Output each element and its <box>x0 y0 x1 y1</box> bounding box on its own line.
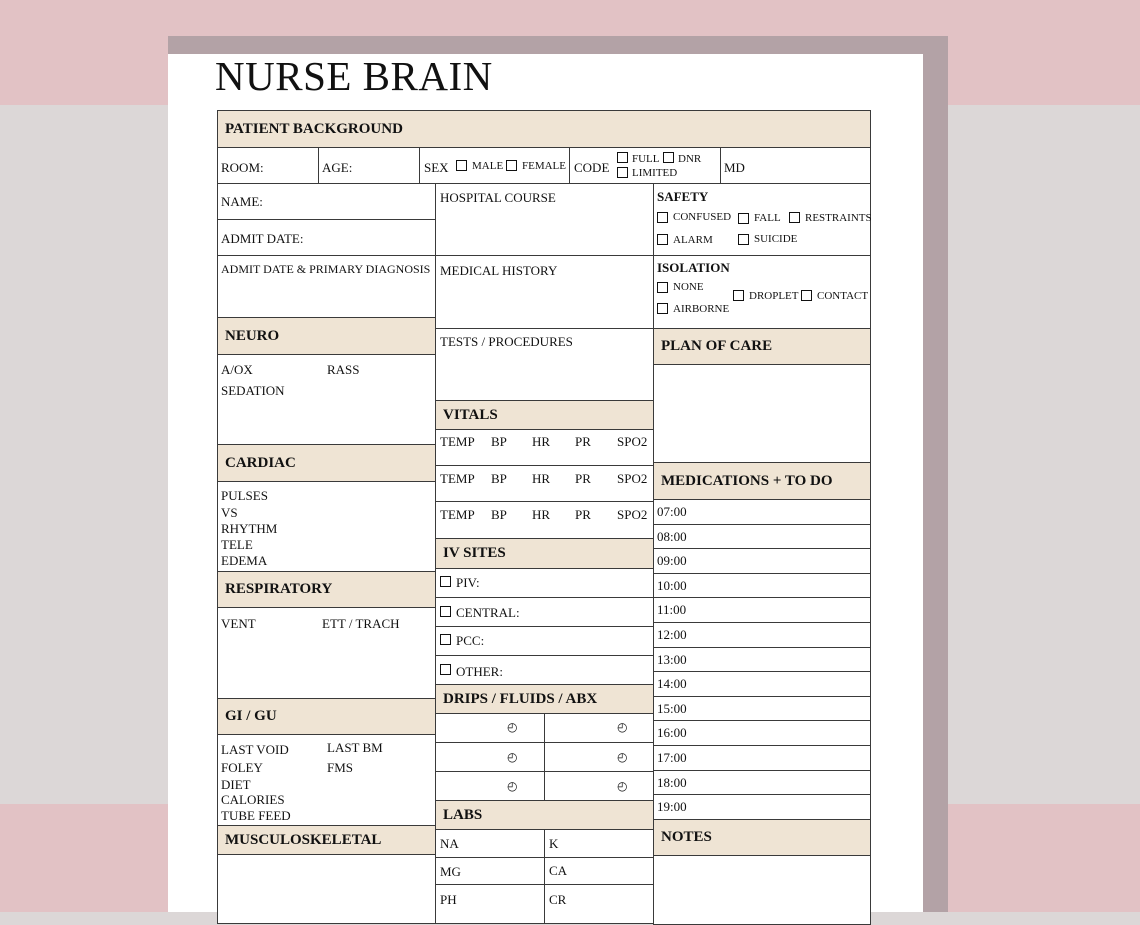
respiratory-header: RESPIRATORY <box>217 571 436 608</box>
medication-time-label: 08:00 <box>657 528 687 544</box>
vitals-spo2-label: SPO2 <box>617 507 648 522</box>
neuro-header: NEURO <box>217 317 436 355</box>
drip-cell[interactable] <box>544 742 654 772</box>
iv-sites-header: IV SITES <box>435 538 654 569</box>
drip-cell[interactable] <box>435 713 545 743</box>
male-label: MALE <box>472 160 504 172</box>
female-checkbox[interactable] <box>506 160 517 171</box>
vitals-hr-label: HR <box>532 434 551 449</box>
medication-time-label: 16:00 <box>657 725 687 741</box>
sedation-label: SEDATION <box>221 383 285 398</box>
drip-cell[interactable] <box>544 771 654 801</box>
other-checkbox[interactable] <box>440 664 451 675</box>
piv-label: PIV: <box>456 575 480 590</box>
musculoskeletal-section[interactable] <box>217 854 436 924</box>
full-code-label: FULL <box>632 153 660 165</box>
fall-label: FALL <box>754 212 781 224</box>
notes-field[interactable] <box>653 855 871 925</box>
md-label: MD <box>724 160 745 175</box>
vitals-temp-label: TEMP <box>440 434 475 449</box>
full-code-checkbox[interactable] <box>617 152 628 163</box>
limited-code-checkbox[interactable] <box>617 167 628 178</box>
gi-gu-header: GI / GU <box>217 698 436 735</box>
medication-time-label: 11:00 <box>657 602 687 618</box>
drip-cell[interactable] <box>544 713 654 743</box>
confused-checkbox[interactable] <box>657 212 668 223</box>
last-void-label: LAST VOID <box>221 742 289 757</box>
lab-ca-label: CA <box>549 863 568 878</box>
restraints-label: RESTRAINTS <box>805 212 872 224</box>
vitals-bp-label: BP <box>491 434 507 449</box>
other-label: OTHER: <box>456 664 503 679</box>
medication-time-label: 17:00 <box>657 750 687 765</box>
pcc-label: PCC: <box>456 633 485 648</box>
vs-label: VS <box>221 505 238 520</box>
medications-header: MEDICATIONS + TO DO <box>653 462 871 500</box>
name-label: NAME: <box>221 194 263 209</box>
suicide-label: SUICIDE <box>754 233 798 245</box>
medication-time-label: 15:00 <box>657 700 687 716</box>
rass-label: RASS <box>327 362 360 377</box>
sex-label: SEX <box>424 160 449 175</box>
page-title: NURSE BRAIN <box>215 53 493 99</box>
lab-na-label: NA <box>440 836 459 851</box>
vitals-pr-label: PR <box>575 507 591 522</box>
clock-icon: ◴ <box>617 750 628 764</box>
fall-checkbox[interactable] <box>738 213 749 224</box>
none-isolation-checkbox[interactable] <box>657 282 668 293</box>
foley-label: FOLEY <box>221 760 263 775</box>
vent-label: VENT <box>221 616 256 631</box>
tube-feed-label: TUBE FEED <box>221 808 291 823</box>
tele-label: TELE <box>221 537 253 552</box>
medication-time-label: 10:00 <box>657 577 687 593</box>
medication-time-label: 12:00 <box>657 627 687 642</box>
rhythm-label: RHYTHM <box>221 521 278 536</box>
vitals-hr-label: HR <box>532 507 551 522</box>
lab-mg-label: MG <box>440 864 461 879</box>
medical-history-label: MEDICAL HISTORY <box>440 263 558 278</box>
admit-diagnosis-label: ADMIT DATE & PRIMARY DIAGNOSIS <box>221 262 431 276</box>
droplet-label: DROPLET <box>749 290 799 302</box>
lab-cell-k[interactable] <box>544 829 654 858</box>
central-label: CENTRAL: <box>456 605 520 620</box>
vitals-hr-label: HR <box>532 471 551 486</box>
plan-of-care-header: PLAN OF CARE <box>653 328 871 365</box>
lab-ph-label: PH <box>440 892 457 907</box>
drip-cell[interactable] <box>435 742 545 772</box>
medication-time-label: 19:00 <box>657 799 687 815</box>
vitals-header: VITALS <box>435 400 654 430</box>
vitals-temp-label: TEMP <box>440 471 475 486</box>
piv-checkbox[interactable] <box>440 576 451 587</box>
clock-icon: ◴ <box>617 779 628 793</box>
medication-time-label: 14:00 <box>657 676 687 692</box>
vitals-temp-label: TEMP <box>440 507 475 522</box>
tests-procedures-label: TESTS / PROCEDURES <box>440 334 573 349</box>
restraints-checkbox[interactable] <box>789 212 800 223</box>
dnr-checkbox[interactable] <box>663 152 674 163</box>
medication-time-label: 09:00 <box>657 553 687 569</box>
code-label: CODE <box>574 160 610 175</box>
vitals-pr-label: PR <box>575 471 591 486</box>
vitals-spo2-label: SPO2 <box>617 434 648 449</box>
musculoskeletal-header: MUSCULOSKELETAL <box>217 825 436 855</box>
admit-date-label: ADMIT DATE: <box>221 231 304 246</box>
drip-cell[interactable] <box>435 771 545 801</box>
droplet-checkbox[interactable] <box>733 290 744 301</box>
contact-checkbox[interactable] <box>801 290 812 301</box>
edema-label: EDEMA <box>221 553 268 568</box>
vitals-bp-label: BP <box>491 471 507 486</box>
clock-icon: ◴ <box>507 750 518 764</box>
last-bm-label: LAST BM <box>327 740 383 755</box>
central-checkbox[interactable] <box>440 606 451 617</box>
none-isolation-label: NONE <box>673 281 704 293</box>
limited-code-label: LIMITED <box>632 167 678 179</box>
medication-time-label: 13:00 <box>657 651 687 667</box>
suicide-checkbox[interactable] <box>738 234 749 245</box>
male-checkbox[interactable] <box>456 160 467 171</box>
notes-header: NOTES <box>653 819 871 856</box>
isolation-header: ISOLATION <box>657 260 730 275</box>
airborne-checkbox[interactable] <box>657 303 668 314</box>
plan-of-care-field[interactable] <box>653 364 871 463</box>
hospital-course-label: HOSPITAL COURSE <box>440 190 556 205</box>
lab-cr-label: CR <box>549 892 567 907</box>
pulses-label: PULSES <box>221 488 268 503</box>
confused-label: CONFUSED <box>673 211 732 223</box>
safety-header: SAFETY <box>657 189 709 204</box>
room-label: ROOM: <box>221 160 264 175</box>
medication-time-label: 07:00 <box>657 504 687 519</box>
female-label: FEMALE <box>522 160 566 172</box>
vitals-pr-label: PR <box>575 434 591 449</box>
labs-header: LABS <box>435 800 654 830</box>
clock-icon: ◴ <box>507 720 518 734</box>
airborne-label: AIRBORNE <box>673 303 730 315</box>
pcc-checkbox[interactable] <box>440 634 451 645</box>
contact-label: CONTACT <box>817 290 869 302</box>
calories-label: CALORIES <box>221 792 285 807</box>
cardiac-header: CARDIAC <box>217 444 436 482</box>
alarm-label: ALARM <box>673 234 713 246</box>
drips-header: DRIPS / FLUIDS / ABX <box>435 684 654 714</box>
medication-time-label: 18:00 <box>657 774 687 790</box>
diet-label: DIET <box>221 777 251 792</box>
fms-label: FMS <box>327 760 354 775</box>
aox-label: A/OX <box>221 362 253 377</box>
age-label: AGE: <box>322 160 353 175</box>
clock-icon: ◴ <box>617 720 628 734</box>
dnr-label: DNR <box>678 153 702 165</box>
ett-trach-label: ETT / TRACH <box>322 616 400 631</box>
patient-background-header: PATIENT BACKGROUND <box>217 110 871 148</box>
alarm-checkbox[interactable] <box>657 234 668 245</box>
clock-icon: ◴ <box>507 779 518 793</box>
vitals-bp-label: BP <box>491 507 507 522</box>
lab-k-label: K <box>549 836 559 851</box>
vitals-spo2-label: SPO2 <box>617 471 648 486</box>
